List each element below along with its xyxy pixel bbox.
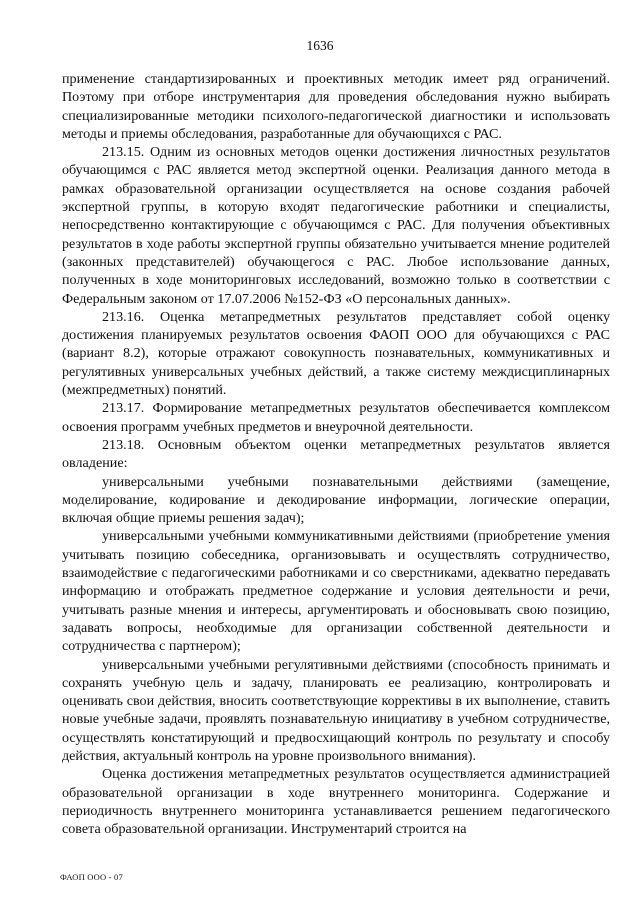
paragraph-213-15: 213.15. Одним из основных методов оценки достижения личностных результатов обучающимся с РАС является метод экспертной оценки. Реализация данного метода в рамках образовательной организации осуществляется на основе создания рабочей экспертной группы, в которую входят педагогические работники и специалисты, непосредственно контактирующие с обучающимся с РАС. Для получения объективных результатов в ходе работы экспертной группы обязательно учитывается мнение родителей (законных представителей) обучающегося с РАС. Любое использование данных, полученных в ходе мониторинговых исследований, возможно только в соответствии с Федеральным законом от 17.07.2006 №152-ФЗ «О персональных данных».	[62, 144, 610, 307]
page-number: 1636	[306, 38, 334, 53]
list-item-regulatory-actions: универсальными учебными регулятивными действиями (способность принимать и сохранять учебную цель и задачу, планировать ее реализацию, контролировать и оценивать свои действия, вносить соответствующие коррективы в их выполнение, ставить новые учебные задачи, проявлять познавательную инициативу в учебном сотрудничестве, осуществлять констатирующий и предвосхищающий контроль по результату и способу действия, актуальный контроль на уровне произвольного внимания).	[62, 656, 610, 764]
footer-label: ФАОП ООО - 07	[60, 872, 123, 882]
paragraph-213-17: 213.17. Формирование метапредметных результатов обеспечивается комплексом освоения программ учебных предметов и внеурочной деятельности.	[62, 400, 610, 435]
document-body	[62, 70, 610, 838]
paragraph-continuation: применение стандартизированных и проективных методик имеет ряд ограничений. Поэтому при отборе инструментария для проведения обследования нужно выбирать специализированные методики психолого-педагогической диагностики и использовать методы и приемы обследования, разработанные для обучающихся с РАС.	[62, 71, 610, 142]
list-item-communicative-actions: универсальными учебными коммуникативными действиями (приобретение умения учитывать позицию собеседника, организовывать и осуществлять сотрудничество, взаимодействие с педагогическими работниками и со сверстниками, адекватно передавать информацию и отображать предметное содержание и условия деятельности и речи, учитывать разные мнения и интересы, аргументировать и обосновывать свою позицию, задавать вопросы, необходимые для организации собственной деятельности и сотрудничества с партнером);	[62, 528, 610, 655]
paragraph-213-18: 213.18. Основным объектом оценки метапредметных результатов является овладение:	[62, 436, 610, 472]
list-item-cognitive-actions: универсальными учебными познавательными действиями (замещение, моделирование, кодирование и декодирование информации, логические операции, включая общие приемы решения задач);	[62, 473, 610, 527]
paragraph-213-16: 213.16. Оценка метапредметных результатов представляет собой оценку достижения планируемых результатов освоения ФАОП ООО для обучающихся с РАС (вариант 8.2), которые отражают совокупность познавательных, коммуникативных и регулятивных универсальных учебных действий, а также систему междисциплинарных (межпредметных) понятий.	[62, 308, 610, 399]
paragraph-assessment: Оценка достижения метапредметных результатов осуществляется администрацией образовательной организации в ходе внутреннего мониторинга. Содержание и периодичность внутреннего мониторинга устанавливается решением педагогического совета образовательной организации. Инструментарий строится на	[62, 766, 610, 838]
